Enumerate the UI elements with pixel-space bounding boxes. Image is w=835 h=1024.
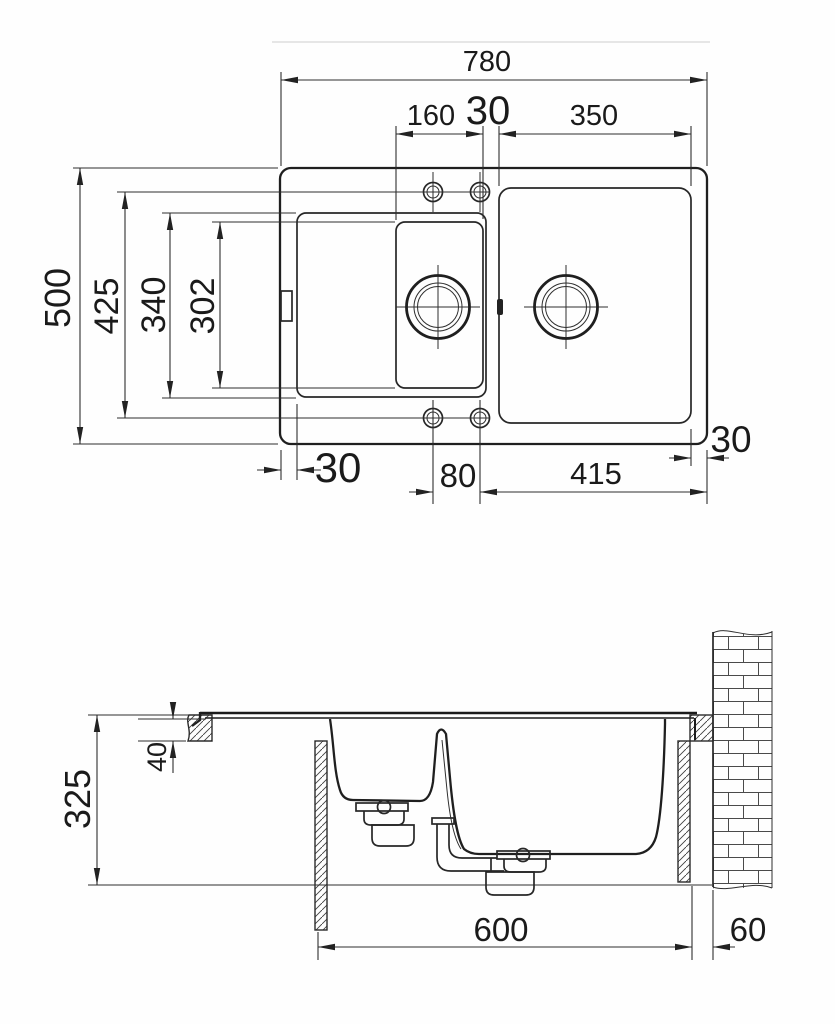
dim-right-rim — [669, 419, 752, 466]
overflow-slot-left — [281, 291, 292, 321]
drain-large-bowl — [524, 265, 608, 349]
drain-assembly-large — [432, 818, 550, 895]
dim-large-bowl-width — [499, 100, 691, 186]
dim-label-60: 60 — [729, 911, 767, 948]
dim-cabinet-to-wall — [713, 890, 766, 960]
waste-pipe-outer — [437, 824, 504, 871]
dim-label-340: 340 — [135, 276, 173, 334]
dim-left-rim — [257, 404, 361, 491]
dim-label-40: 40 — [142, 741, 172, 773]
sink-outline — [280, 168, 707, 444]
overflow-slot-divider — [497, 299, 503, 315]
worktop-right — [690, 715, 713, 741]
plan-view — [37, 46, 752, 504]
dim-small-bowl-depth — [184, 222, 395, 388]
dim-label-30-br: 30 — [710, 419, 752, 460]
tap-holes — [424, 172, 490, 428]
dim-label-425: 425 — [88, 277, 126, 335]
dim-label-500: 500 — [37, 267, 78, 329]
cabinet-panel-left — [315, 741, 327, 930]
dim-bowl-gap — [466, 89, 511, 219]
sink-rim — [192, 712, 697, 740]
drain-small-bowl — [396, 265, 480, 349]
section-view — [57, 630, 772, 960]
dim-label-30-top: 30 — [465, 89, 511, 133]
dim-label-30-bl: 30 — [314, 444, 362, 491]
dim-label-325: 325 — [57, 768, 98, 830]
dim-label-350: 350 — [569, 100, 619, 132]
dim-label-600: 600 — [473, 911, 529, 948]
drain-assembly-small — [356, 801, 414, 847]
dim-label-780: 780 — [462, 46, 512, 78]
dim-tap-hole-pitch — [409, 400, 480, 504]
basin-profile — [330, 719, 665, 854]
dim-label-160: 160 — [406, 100, 456, 132]
brick-wall — [713, 630, 772, 890]
dim-label-415: 415 — [570, 456, 622, 491]
cabinet-panel-right — [678, 741, 690, 882]
large-bowl — [499, 188, 691, 423]
dim-cabinet-width — [318, 886, 692, 960]
dim-label-302: 302 — [184, 277, 222, 335]
dim-label-80: 80 — [439, 457, 477, 494]
drainer-outline — [297, 213, 486, 397]
